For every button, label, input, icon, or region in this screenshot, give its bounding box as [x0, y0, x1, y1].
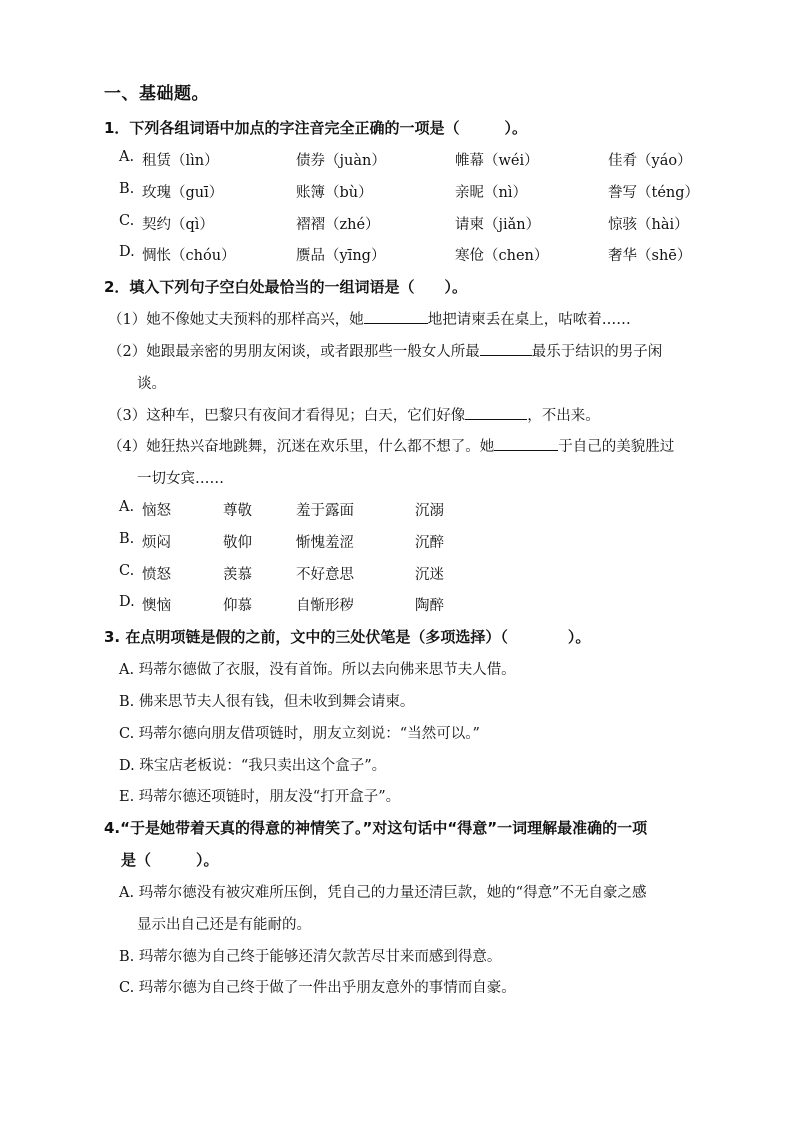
option-word: 恼怒	[142, 503, 171, 519]
q3-option-a: A. 玛蒂尔德做了衣服，没有首饰。所以去向佛来思节夫人借。	[119, 662, 516, 678]
option-word: 不好意思	[296, 567, 354, 583]
option-word: 奢华（shē）	[608, 248, 692, 264]
q2-sentence-4-cont: 一切女宾……	[137, 471, 224, 487]
option-word: 赝品（yīng）	[296, 248, 386, 264]
option-label: C.	[119, 213, 135, 229]
question-2-stem: 2．填入下列句子空白处最恰当的一组词语是（ ）。	[104, 278, 467, 296]
option-label: B.	[119, 531, 135, 547]
option-word: 惊骇（hài）	[608, 217, 689, 233]
q2-sentence-3	[108, 404, 600, 425]
q4-option-a-cont: 显示出自己还是有能耐的。	[137, 917, 311, 933]
q2-sentence-1	[108, 308, 631, 329]
option-word: 沉醉	[415, 535, 444, 551]
option-word: 懊恼	[142, 598, 171, 614]
option-word: 羞于露面	[296, 503, 354, 519]
q2-sentence-2-cont: 谈。	[137, 376, 166, 392]
sentence-text: 最乐于结识的男子闲	[531, 344, 663, 360]
question-4-stem-cont: 是（ ）。	[121, 851, 219, 869]
option-word: 誊写（téng）	[608, 185, 700, 201]
sentence-text: 地把请柬丢在桌上，咕哝着……	[427, 312, 631, 328]
option-word: 租赁（lìn）	[142, 153, 219, 169]
q2-sentence-2	[108, 340, 662, 361]
q3-option-b: B. 佛来思节夫人很有钱，但未收到舞会请柬。	[119, 694, 415, 710]
option-word: 烦闷	[142, 535, 171, 551]
option-word: 愤怒	[142, 567, 171, 583]
sentence-text: （1）她不像她丈夫预料的那样高兴，她	[108, 312, 364, 328]
option-word: 佳肴（yáo）	[608, 153, 692, 169]
section-title: 一、基础题。	[104, 84, 209, 104]
option-word: 契约（qì）	[142, 217, 214, 233]
q3-option-e: E. 玛蒂尔德还项链时，朋友没“打开盒子”。	[119, 789, 401, 805]
option-label: D.	[119, 244, 135, 260]
fill-blank	[364, 309, 428, 324]
sentence-text: （2）她跟最亲密的男朋友闲谈，或者跟那些一般女人所最	[108, 344, 480, 360]
option-word: 惆怅（chóu）	[142, 248, 236, 264]
sentence-text: ，不出来。	[527, 408, 600, 424]
sentence-text: （3）这种车，巴黎只有夜间才看得见；白天，它们好像	[108, 408, 466, 424]
option-word: 帷幕（wéi）	[455, 153, 539, 169]
option-word: 羡慕	[223, 567, 252, 583]
q3-option-c: C. 玛蒂尔德向朋友借项链时，朋友立刻说：“当然可以。”	[119, 726, 480, 742]
option-word: 账簿（bù）	[296, 185, 373, 201]
option-word: 惭愧羞涩	[296, 535, 354, 551]
option-label: C.	[119, 563, 135, 579]
q4-option-a: A. 玛蒂尔德没有被灾难所压倒，凭自己的力量还清巨款，她的“得意”不无自豪之感	[119, 885, 647, 901]
option-word: 尊敬	[223, 503, 252, 519]
option-word: 债券（juàn）	[296, 153, 386, 169]
question-4-stem: 4.“于是她带着天真的得意的神情笑了。”对这句话中“得意”一词理解最准确的一项	[104, 819, 648, 837]
fill-blank	[465, 405, 527, 420]
option-word: 褶褶（zhé）	[296, 217, 380, 233]
q3-option-d: D. 珠宝店老板说：“我只卖出这个盒子”。	[119, 758, 387, 774]
option-label: D.	[119, 594, 135, 610]
option-label: A.	[119, 499, 135, 515]
q2-sentence-4	[108, 435, 674, 456]
q4-option-b: B. 玛蒂尔德为自己终于能够还清欠款苦尽甘来而感到得意。	[119, 949, 502, 965]
option-word: 沉迷	[415, 567, 444, 583]
fill-blank	[480, 341, 532, 356]
option-word: 自惭形秽	[296, 598, 354, 614]
q4-option-c: C. 玛蒂尔德为自己终于做了一件出乎朋友意外的事情而自豪。	[119, 980, 516, 996]
option-word: 沉溺	[415, 503, 444, 519]
option-label: B.	[119, 181, 135, 197]
fill-blank	[494, 436, 558, 451]
option-word: 陶醉	[415, 598, 444, 614]
option-word: 玫瑰（guī）	[142, 185, 224, 201]
sentence-text: 于自己的美貌胜过	[558, 439, 675, 455]
question-3-stem: 3. 在点明项链是假的之前，文中的三处伏笔是（多项选择）（ ）。	[104, 628, 591, 646]
option-word: 寒伧（chen）	[455, 248, 549, 264]
option-word: 敬仰	[223, 535, 252, 551]
option-word: 仰慕	[223, 598, 252, 614]
sentence-text: （4）她狂热兴奋地跳舞，沉迷在欢乐里，什么都不想了。她	[108, 439, 495, 455]
option-word: 亲昵（nì）	[455, 185, 527, 201]
option-label: A.	[119, 149, 135, 165]
question-1-stem: 1．下列各组词语中加点的字注音完全正确的一项是（ ）。	[104, 119, 527, 137]
option-word: 请柬（jiǎn）	[455, 217, 541, 233]
